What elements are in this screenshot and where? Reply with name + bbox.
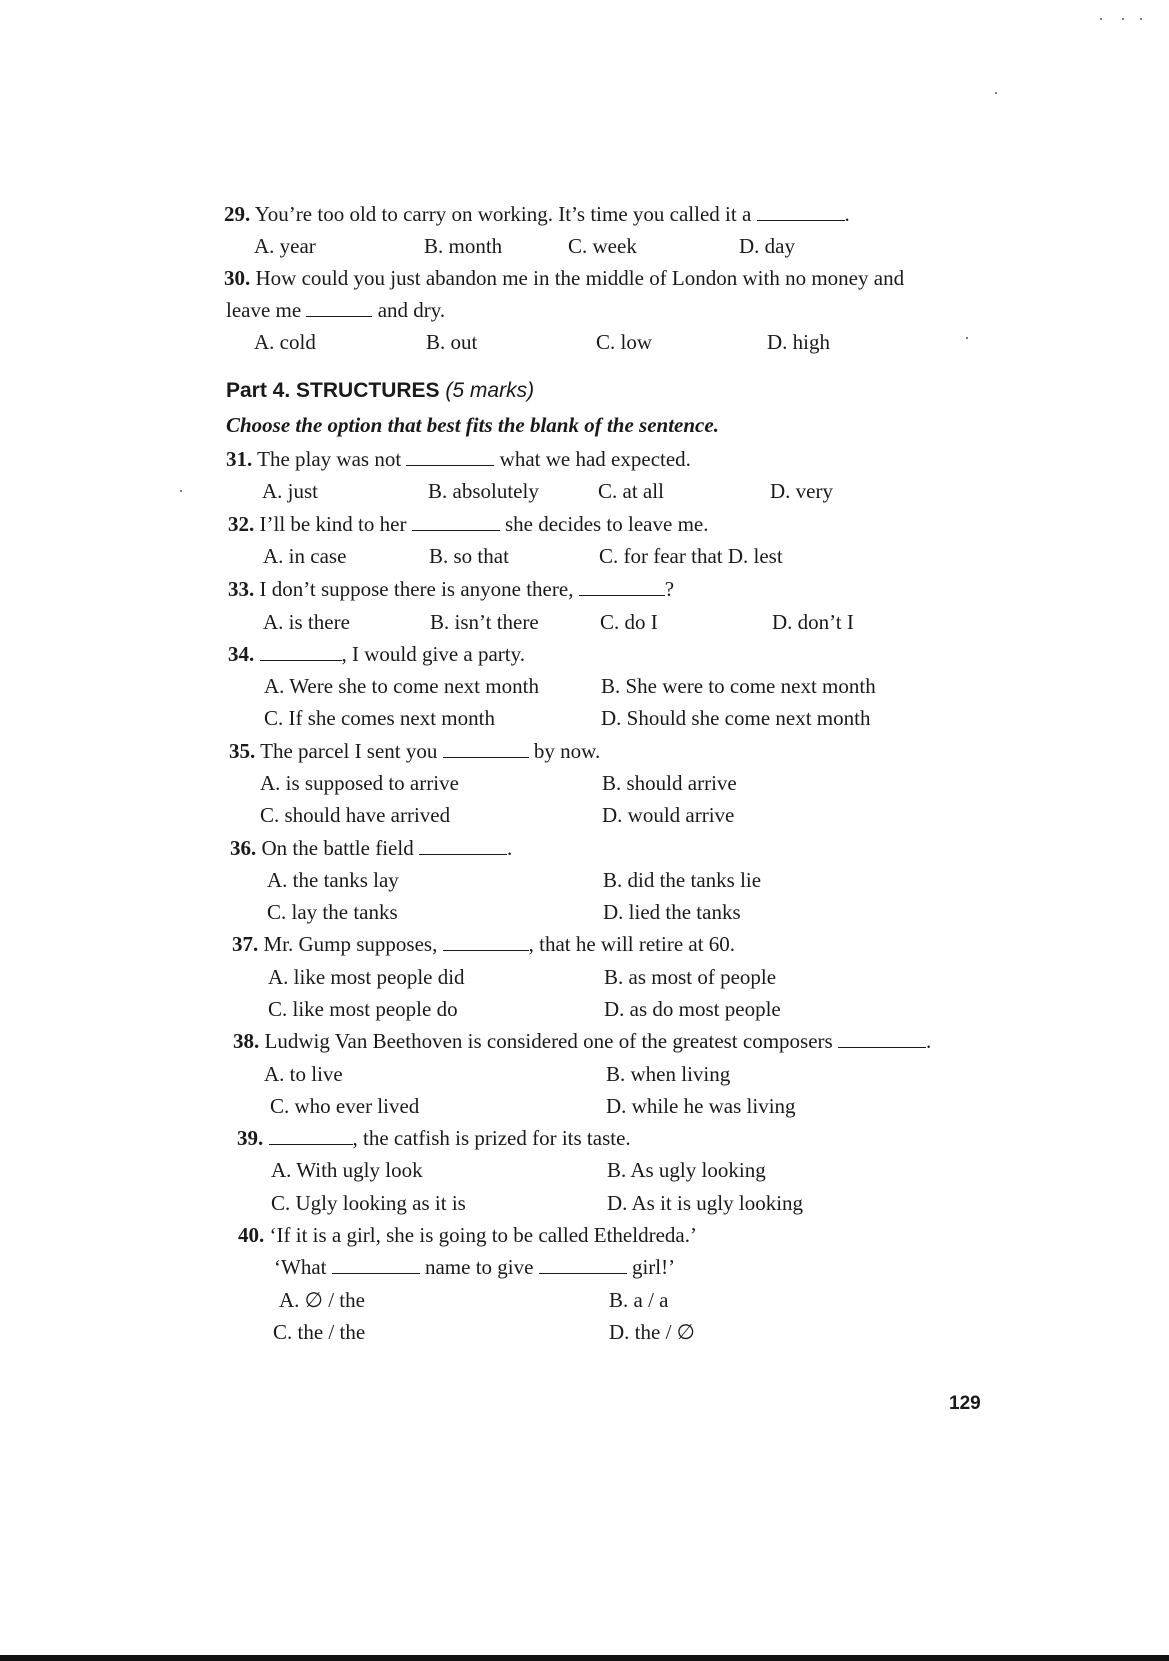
question-number: 31. [226, 447, 253, 471]
option-a: A. in case [263, 544, 347, 568]
question-text: You’re too old to carry on working. It’s time you called it a [254, 202, 752, 226]
option-d: D. while he was living [606, 1094, 796, 1118]
option-c: C. should have arrived [260, 803, 451, 827]
option-d: D. As it is ugly looking [607, 1191, 804, 1215]
question-39 [237, 1125, 631, 1151]
option-c: C. do I [600, 610, 658, 634]
scan-speck [180, 490, 182, 492]
question-number: 40. [238, 1223, 265, 1247]
scan-edge [0, 1655, 1169, 1661]
scan-speck [1140, 18, 1142, 20]
option-d: D. high [767, 330, 830, 354]
question-number: 38. [233, 1029, 260, 1053]
question-text: , the catfish is prized for its taste. [352, 1126, 631, 1150]
option-a: A. like most people did [268, 965, 465, 989]
option-c: C. lay the tanks [267, 900, 398, 924]
question-text: Mr. Gump supposes, [263, 932, 438, 956]
question-text: girl!’ [631, 1255, 676, 1279]
answer-blank [443, 934, 529, 951]
scan-speck [995, 92, 997, 94]
question-text: she decides to leave me. [504, 512, 709, 536]
question-29 [224, 201, 850, 227]
option-c: C. low [596, 330, 653, 354]
question-number: 36. [230, 836, 257, 860]
scan-speck [1122, 18, 1124, 20]
question-text: The parcel I sent you [260, 739, 438, 763]
question-text: , that he will retire at 60. [528, 932, 736, 956]
question-number: 32. [228, 512, 255, 536]
option-b: B. should arrive [602, 771, 737, 795]
answer-blank [332, 1257, 420, 1274]
question-number: 30. [224, 266, 251, 290]
section-heading [226, 378, 534, 404]
question-number: 29. [224, 202, 251, 226]
answer-blank [579, 579, 665, 596]
answer-blank [838, 1031, 926, 1048]
answer-blank [419, 838, 507, 855]
answer-blank [269, 1128, 353, 1145]
question-text: ? [664, 577, 675, 601]
option-c: C. If she comes next month [264, 706, 495, 730]
option-b: B. She were to come next month [601, 674, 876, 698]
question-40 [238, 1222, 697, 1248]
option-a: A. is supposed to arrive [260, 771, 459, 795]
option-b: B. did the tanks lie [603, 868, 762, 892]
question-text: The play was not [257, 447, 402, 471]
question-text: On the battle field [261, 836, 414, 860]
option-d: D. would arrive [602, 803, 735, 827]
option-c: C. for fear that D. lest [599, 544, 783, 568]
question-30-line2 [226, 297, 445, 323]
option-a: A. just [262, 479, 319, 503]
question-40-line2 [274, 1254, 675, 1280]
question-text: . [506, 836, 513, 860]
question-text: what we had expected. [499, 447, 691, 471]
option-b: B. when living [606, 1062, 731, 1086]
scan-speck [966, 337, 968, 339]
option-b: B. month [424, 234, 503, 258]
question-30 [224, 265, 904, 291]
question-text: I’ll be kind to her [259, 512, 407, 536]
question-36 [230, 835, 512, 861]
question-number: 35. [229, 739, 256, 763]
question-number: 39. [237, 1126, 264, 1150]
section-marks: (5 marks) [445, 379, 535, 402]
option-b: B. as most of people [604, 965, 777, 989]
question-text: and dry. [377, 298, 446, 322]
option-a: A. Were she to come next month [264, 674, 539, 698]
question-text: name to give [424, 1255, 534, 1279]
page-number: 129 [949, 1393, 981, 1414]
question-number: 33. [228, 577, 255, 601]
question-text: . [925, 1029, 932, 1053]
option-a: A. cold [254, 330, 316, 354]
option-c: C. who ever lived [270, 1094, 420, 1118]
option-c: C. like most people do [268, 997, 458, 1021]
option-a: A. is there [263, 610, 350, 634]
answer-blank [412, 514, 500, 531]
option-a: A. the tanks lay [267, 868, 399, 892]
scan-speck [1100, 18, 1102, 20]
option-c: C. at all [598, 479, 664, 503]
option-b: B. a / a [609, 1288, 669, 1312]
option-d: D. don’t I [772, 610, 854, 634]
question-text: ‘If it is a girl, she is going to be called Etheldreda.’ [269, 1223, 697, 1247]
answer-blank [539, 1257, 627, 1274]
option-d: D. Should she come next month [601, 706, 871, 730]
section-instruction: Choose the option that best fits the blank of the sentence. [226, 413, 719, 437]
question-31 [226, 446, 691, 472]
answer-blank [260, 644, 342, 661]
section-title: Part 4. STRUCTURES [226, 379, 440, 402]
question-text: ‘What [274, 1255, 327, 1279]
option-b: B. isn’t there [430, 610, 539, 634]
option-c: C. week [568, 234, 637, 258]
question-text: How could you just abandon me in the middle of London with no money and [255, 266, 905, 290]
question-33 [228, 576, 674, 602]
question-text: by now. [533, 739, 601, 763]
option-b: B. As ugly looking [607, 1158, 766, 1182]
option-d: D. lied the tanks [603, 900, 741, 924]
question-37 [232, 931, 735, 957]
question-number: 34. [228, 642, 255, 666]
question-number: 37. [232, 932, 259, 956]
option-d: D. day [739, 234, 795, 258]
answer-blank [757, 204, 845, 221]
option-a: A. to live [264, 1062, 343, 1086]
answer-blank [406, 449, 494, 466]
option-d: D. very [770, 479, 833, 503]
option-d: D. the / ∅ [609, 1320, 695, 1344]
question-text: leave me [226, 298, 302, 322]
question-38 [233, 1028, 931, 1054]
option-b: B. so that [429, 544, 509, 568]
question-text: . [844, 202, 850, 226]
question-32 [228, 511, 708, 537]
option-b: B. out [426, 330, 478, 354]
option-a: A. With ugly look [271, 1158, 423, 1182]
option-a: A. year [254, 234, 316, 258]
option-c: C. the / the [273, 1320, 366, 1344]
question-text: , I would give a party. [341, 642, 526, 666]
option-b: B. absolutely [428, 479, 539, 503]
question-text: I don’t suppose there is anyone there, [259, 577, 574, 601]
option-d: D. as do most people [604, 997, 781, 1021]
question-34 [228, 641, 525, 667]
answer-blank [306, 300, 372, 317]
question-35 [229, 738, 600, 764]
option-c: C. Ugly looking as it is [271, 1191, 466, 1215]
option-a: A. ∅ / the [279, 1288, 365, 1312]
question-text: Ludwig Van Beethoven is considered one of the greatest composers [264, 1029, 833, 1053]
answer-blank [443, 741, 529, 758]
